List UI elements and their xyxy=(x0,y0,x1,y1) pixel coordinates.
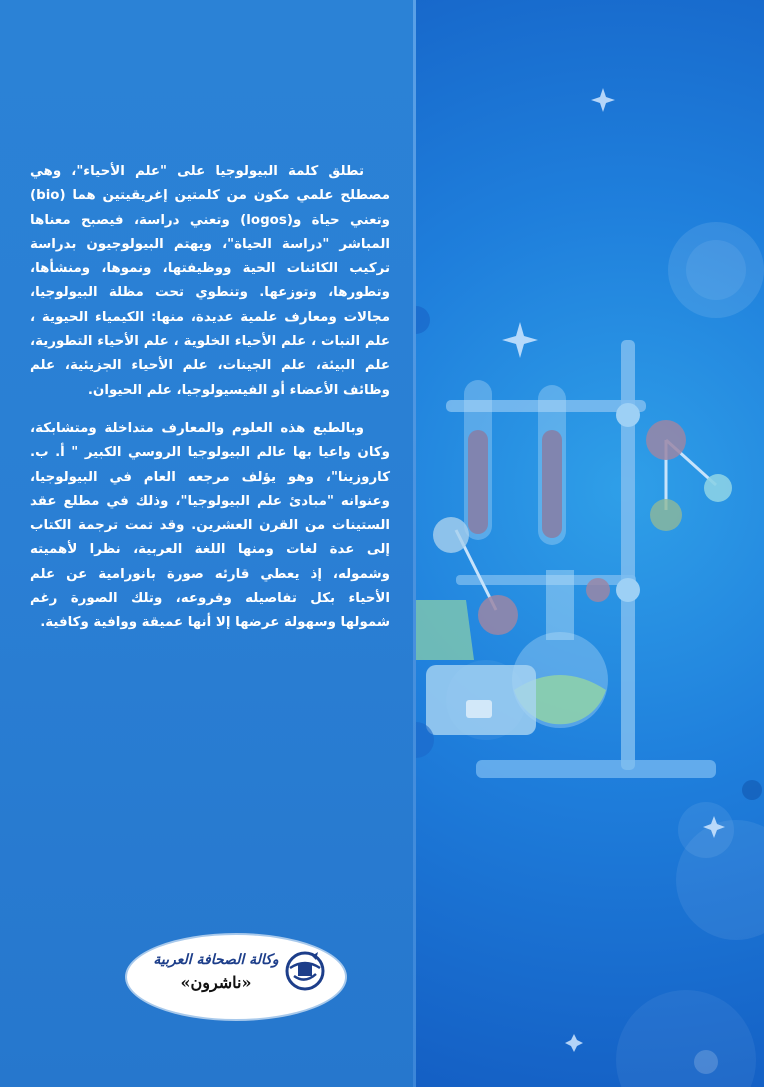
bokeh-circle xyxy=(678,802,734,858)
body-paragraph: وبالطبع هذه العلوم والمعارف متداخلة ومتشابكة، وكان واعيا بها عالم البيولوجيا الروسي الكبير " أ. ب. كاروزينا"، وهو يؤلف مرجعه العام في البيولوجيا، وعنوانه "مبادئ علم البيولوجيا"، وذلك في مطلع عقد الستينات من القرن العشرين. وقد تمت ترجمة الكتاب إلى عدة لغات ومنها اللغة العربية، نظرا لأهميته وشموله، إذ يعطي قارئه صورة بانورامية عن علم الأحياء بكل تفاصيله وفروعه، وتلك الصورة رغم شمولها وسهولة عرضها إلا أنها عميقة ووافية وكافية. xyxy=(30,420,390,631)
sparkle-icon xyxy=(565,1034,583,1052)
bokeh-circle xyxy=(616,990,756,1087)
body-paragraph: تطلق كلمة البيولوجيا على "علم الأحياء"، وهي مصطلح علمي مكون من كلمتين إغريقيتين هما (bio) وتعني حياة و(logos) وتعني دراسة، فيصبح معناها المباشر "دراسة الحياة"، ويهتم البيولوجيون بدراسة تركيب الكائنات الحية ووظيفتها، ونموها، ومنشأها، وتطورها، وتوزعها. وتنطوي تحت مظلة البيولوجيا، مجالات ومعارف علمية عديدة، منها: الكيمياء الحيوية ، علم النبات ، علم الأحياء الخلوية ، علم الأحياء التطورية، علم البيئة، علم الجينات، علم الأحياء الجزيئية، علم وظائف الأعضاء أو الفيسيولوجيا، علم الحيوان. xyxy=(30,164,390,398)
flask-neck xyxy=(546,570,574,640)
bokeh-circle xyxy=(694,1050,718,1074)
tube-liquid xyxy=(542,430,562,538)
bokeh-circle xyxy=(742,780,762,800)
molecule-atom xyxy=(416,306,430,334)
body-text xyxy=(30,160,390,636)
bokeh-circle xyxy=(686,240,746,300)
illustration-panel xyxy=(416,0,764,1087)
publisher-logo-text xyxy=(140,950,292,996)
sparkle-icon xyxy=(591,88,615,112)
globe-emblem-icon xyxy=(282,948,328,994)
molecule-atom xyxy=(650,499,682,531)
molecule-atom xyxy=(646,420,686,460)
sparkle-icon xyxy=(502,322,538,358)
clamp-knob xyxy=(616,578,640,602)
publisher-name: وكالة الصحافة العربية xyxy=(153,952,279,968)
publisher-sub: «ناشرون» xyxy=(180,973,252,992)
device-label xyxy=(466,700,492,718)
molecule-atom xyxy=(478,595,518,635)
tube-liquid xyxy=(468,430,488,534)
molecule-atom xyxy=(433,517,469,553)
erlenmeyer-liquid xyxy=(416,600,474,660)
molecule-atom xyxy=(704,474,732,502)
stand-base xyxy=(476,760,716,778)
clamp-knob xyxy=(616,403,640,427)
molecule-atom xyxy=(586,578,610,602)
lab-equipment-illustration xyxy=(416,0,764,1087)
